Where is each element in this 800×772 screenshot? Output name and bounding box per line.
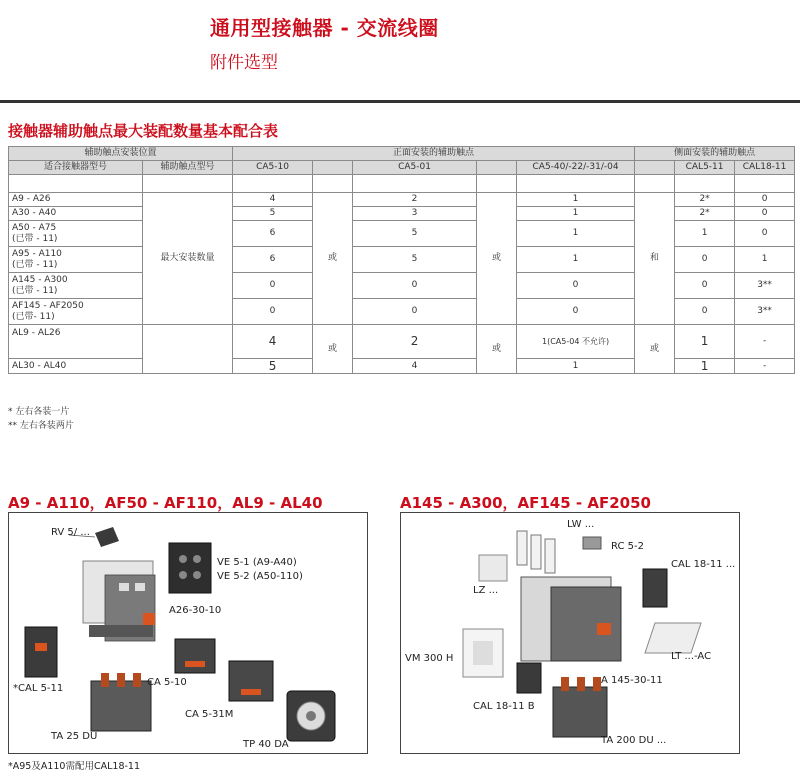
- cell-model-line1: A95 - A110: [12, 248, 62, 259]
- figure-right-title: A145 - A300，AF145 - AF2050: [400, 494, 651, 512]
- cell-ca5-10: 0: [233, 299, 313, 325]
- cell-ca5-40: 1(CA5-04 不允许): [517, 325, 635, 359]
- label-ve5-2: VE 5-2 (A50-110): [217, 571, 303, 582]
- group-header-front: 正面安装的辅助触点: [233, 147, 635, 161]
- cell-ca5-01: 0: [353, 273, 477, 299]
- note-single-star: * 左右各装一片: [8, 407, 70, 417]
- cell-model-line2: (已带 - 11): [12, 259, 58, 270]
- col-header-cal5-11: CAL5-11: [675, 161, 735, 175]
- label-lz: LZ ...: [473, 585, 499, 596]
- cell-cal5-11: 0: [675, 299, 735, 325]
- table-row: [9, 221, 795, 247]
- cell-and: 和: [635, 193, 675, 325]
- lw-terminal-icon: [517, 531, 555, 573]
- aux-contact-table: [8, 146, 795, 374]
- cell-ca5-10: 4: [233, 325, 313, 359]
- col-header-contactor-type: 适合接触器型号: [9, 161, 143, 175]
- header-divider: [0, 100, 800, 103]
- cell-cal18-11: 0: [735, 221, 795, 247]
- contactor-a145-icon: [521, 577, 621, 661]
- cell-model-line1: A50 - A75: [12, 222, 57, 233]
- cal18-side-contact-icon: [643, 569, 667, 607]
- col-header-blank: [477, 161, 517, 175]
- label-rc5-2: RC 5-2: [611, 541, 644, 552]
- table-row: [9, 193, 795, 207]
- figure-left-note: *A95及A110需配用CAL18-11: [8, 761, 140, 772]
- col-header-blank: [635, 161, 675, 175]
- cell-model-line1: A145 - A300: [12, 274, 68, 285]
- label-cal18-11-top: CAL 18-11 ...: [671, 559, 736, 570]
- col-header-aux-type: 辅助触点型号: [143, 161, 233, 175]
- label-a145: A 145-30-11: [601, 675, 663, 686]
- cell-cal18-11: 0: [735, 193, 795, 207]
- table-row: [9, 299, 795, 325]
- cell-cal18-11: -: [735, 359, 795, 374]
- cell-max-qty: 最大安装数量: [143, 193, 233, 325]
- col-header-blank: [313, 161, 353, 175]
- cell-model-line2: (已带- 11): [12, 311, 55, 322]
- cell-ca5-40: 1: [517, 207, 635, 221]
- cell-or: 或: [313, 193, 353, 325]
- cell-cal5-11: 1: [675, 359, 735, 374]
- label-tp40: TP 40 DA: [243, 739, 289, 750]
- section-title: 接触器辅助触点最大装配数量基本配合表: [8, 122, 279, 140]
- table-spacer-row: [9, 175, 795, 193]
- cell-cal5-11: 0: [675, 247, 735, 273]
- group-header-side: 侧面安装的辅助触点: [635, 147, 795, 161]
- cell-ca5-01: 3: [353, 207, 477, 221]
- ve-interlock-icon: [169, 543, 211, 593]
- lt-shroud-icon: [645, 623, 701, 653]
- cell-cal5-11: 2*: [675, 193, 735, 207]
- label-ve5-1: VE 5-1 (A9-A40): [217, 557, 297, 568]
- ca5-31m-contact-icon: [229, 661, 273, 701]
- figure-left-box: [8, 512, 368, 754]
- cell-ca5-10: 6: [233, 221, 313, 247]
- cell-ca5-10: 6: [233, 247, 313, 273]
- label-cal5-11: *CAL 5-11: [13, 683, 64, 694]
- cell-ca5-01: 2: [353, 325, 477, 359]
- cell-cal18-11: 3**: [735, 273, 795, 299]
- cell-or: 或: [477, 193, 517, 325]
- cell-model-line1: AF145 - AF2050: [12, 300, 84, 311]
- contactor-a26-icon: [83, 561, 155, 641]
- cell-model-line2: (已带 - 11): [12, 285, 58, 296]
- lz-cover-icon: [479, 555, 507, 581]
- vm300h-interlock-icon: [463, 629, 503, 677]
- ta200-overload-icon: [553, 677, 607, 737]
- label-rv5: RV 5/ ...: [51, 527, 90, 538]
- cell-model: A30 - A40: [9, 207, 143, 221]
- cell-model: [9, 299, 143, 325]
- col-header-ca5-10: CA5-10: [233, 161, 313, 175]
- cell-ca5-40: 1: [517, 247, 635, 273]
- cell-cal5-11: 2*: [675, 207, 735, 221]
- col-header-ca5-01: CA5-01: [353, 161, 477, 175]
- cell-model: AL30 - AL40: [9, 359, 143, 374]
- cell-ca5-10: 5: [233, 359, 313, 374]
- cell-model: [9, 273, 143, 299]
- cell-ca5-10: 5: [233, 207, 313, 221]
- label-ta25: TA 25 DU: [51, 731, 98, 742]
- cell-ca5-01: 2: [353, 193, 477, 207]
- cell-ca5-01: 5: [353, 221, 477, 247]
- ta25-overload-icon: [91, 673, 151, 731]
- label-ca5-10: CA 5-10: [147, 677, 187, 688]
- cell-model: AL9 - AL26: [9, 325, 143, 359]
- cell-ca5-40: 1: [517, 359, 635, 374]
- cell-ca5-40: 0: [517, 299, 635, 325]
- cell-model: [9, 247, 143, 273]
- cell-cal18-11: 0: [735, 207, 795, 221]
- cell-cal5-11: 1: [675, 325, 735, 359]
- cell-or: 或: [635, 325, 675, 374]
- cell-cal18-11: -: [735, 325, 795, 359]
- rc5-2-icon: [583, 537, 601, 549]
- table-row: [9, 325, 795, 359]
- cell-model: [9, 221, 143, 247]
- cell-cal18-11: 1: [735, 247, 795, 273]
- cell-model: A9 - A26: [9, 193, 143, 207]
- ca5-10-contact-icon: [175, 639, 215, 673]
- table-row: [9, 359, 795, 374]
- cell-ca5-10: 0: [233, 273, 313, 299]
- col-header-ca5-40: CA5-40/-22/-31/-04: [517, 161, 635, 175]
- cell-blank: [143, 325, 233, 374]
- table-row: [9, 207, 795, 221]
- label-a26: A26-30-10: [169, 605, 222, 616]
- label-ca5-31m: CA 5-31M: [185, 709, 234, 720]
- cell-or: 或: [477, 325, 517, 374]
- cell-ca5-40: 1: [517, 221, 635, 247]
- page-subtitle: 附件选型: [210, 53, 278, 73]
- figure-left-title: A9 - A110，AF50 - AF110，AL9 - AL40: [8, 494, 323, 512]
- cal5-side-contact-icon: [25, 627, 57, 677]
- tp40-timer-icon: [287, 691, 335, 741]
- cell-ca5-01: 4: [353, 359, 477, 374]
- cell-cal5-11: 0: [675, 273, 735, 299]
- table-row: [9, 273, 795, 299]
- group-header-mount-position: 辅助触点安装位置: [9, 147, 233, 161]
- cell-model-line2: (已带 - 11): [12, 233, 58, 244]
- label-vm300h: VM 300 H: [405, 653, 454, 664]
- note-double-star: ** 左右各装两片: [8, 421, 74, 431]
- label-ta200: TA 200 DU ...: [601, 735, 667, 746]
- label-lw: LW ...: [567, 519, 595, 530]
- cell-cal18-11: 3**: [735, 299, 795, 325]
- cell-ca5-40: 1: [517, 193, 635, 207]
- col-header-cal18-11: CAL18-11: [735, 161, 795, 175]
- cell-or: 或: [313, 325, 353, 374]
- cell-ca5-01: 0: [353, 299, 477, 325]
- cell-cal5-11: 1: [675, 221, 735, 247]
- cell-ca5-40: 0: [517, 273, 635, 299]
- cell-ca5-01: 5: [353, 247, 477, 273]
- table-row: [9, 247, 795, 273]
- label-cal18-11b: CAL 18-11 B: [473, 701, 535, 712]
- figure-right-box: [400, 512, 740, 754]
- cal18-11b-icon: [517, 663, 541, 693]
- page-title: 通用型接触器 - 交流线圈: [210, 16, 439, 40]
- figure-right-illustration: [401, 513, 739, 753]
- label-lt: LT ...-AC: [671, 651, 712, 662]
- cell-ca5-10: 4: [233, 193, 313, 207]
